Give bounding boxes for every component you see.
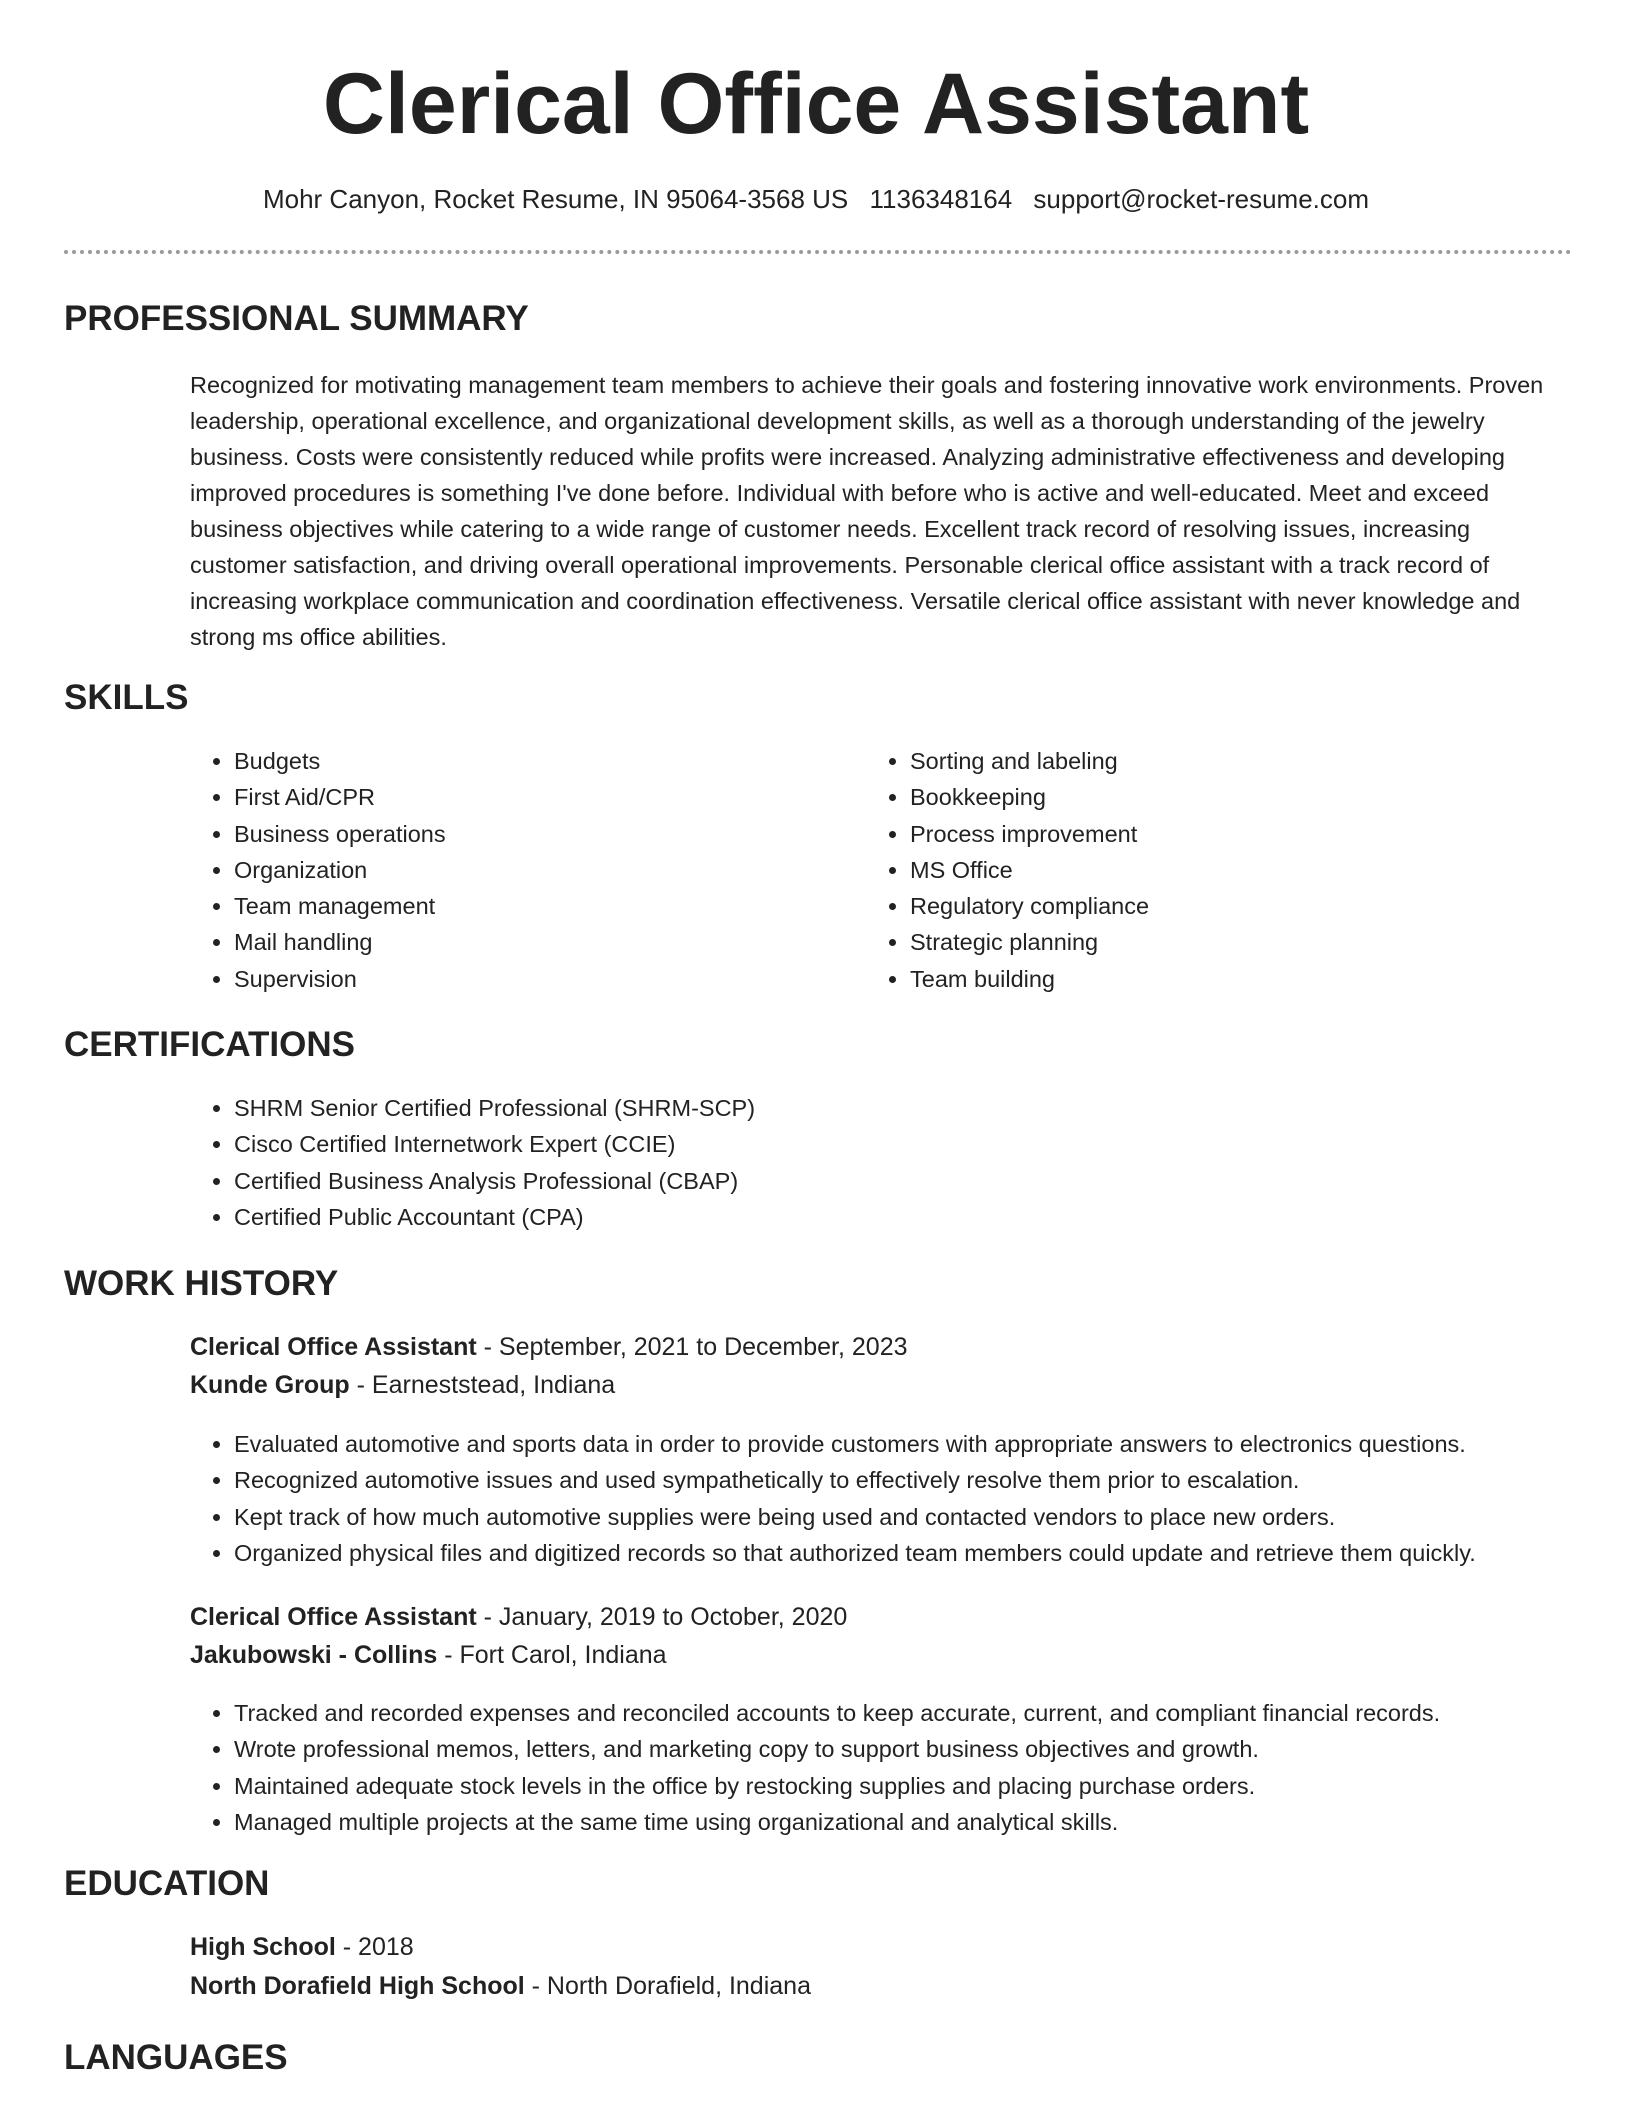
skill-item: • Organization	[234, 852, 854, 888]
education-school: North Dorafield High School	[190, 1972, 525, 2000]
certifications-heading: CERTIFICATIONS	[64, 1025, 356, 1064]
job-title: Clerical Office Assistant	[190, 1603, 477, 1631]
skills-list-left	[190, 743, 854, 997]
candidate-name: Clerical Office Assistant	[322, 56, 1310, 152]
job-bullet: • Recognized automotive issues and used sympathetically to effectively resolve them prior to escalation.	[234, 1462, 1632, 1498]
skill-item: • Team management	[234, 888, 854, 924]
job-bullet: • Wrote professional memos, letters, and marketing copy to support business objectives and growth.	[234, 1731, 1632, 1767]
job-dates: - January, 2019 to October, 2020	[476, 1603, 848, 1631]
job-location: - Earneststead, Indiana	[349, 1371, 616, 1399]
certification-item: • Certified Business Analysis Professional (CBAP)	[234, 1163, 1534, 1199]
job-title: Clerical Office Assistant	[190, 1333, 477, 1361]
skill-item: • Budgets	[234, 743, 854, 779]
job-bullet: • Organized physical files and digitized records so that authorized team members could update and retrieve them quickly.	[234, 1535, 1632, 1571]
job-company-line	[190, 1368, 615, 1402]
summary-heading: PROFESSIONAL SUMMARY	[64, 299, 529, 338]
skill-item: • Mail handling	[234, 924, 854, 960]
job-bullets	[190, 1695, 1632, 1840]
summary-text: Recognized for motivating management team members to achieve their goals and fostering innovative work environments. Proven leadership, operational excellence, and organizational development skills, as well as a thorough understanding of the jewelry business. Costs were consistently reduced while profits were increased. Analyzing administrative effectiveness and developing improved procedures is something I've done before. Individual with before who is active and well-educated. Meet and exceed business objectives while catering to a wide range of customer needs. Excellent track record of resolving issues, increasing customer satisfaction, and driving overall operational improvements. Personable clerical office assistant with a track record of increasing workplace communication and coordination effectiveness. Versatile clerical office assistant with never knowledge and strong ms office abilities.	[190, 372, 1544, 650]
certification-item: • Certified Public Accountant (CPA)	[234, 1199, 1534, 1235]
job-location: - Fort Carol, Indiana	[437, 1641, 667, 1669]
skill-item: • Sorting and labeling	[910, 743, 1530, 779]
job-company-line	[190, 1638, 667, 1672]
skill-item: • Team building	[910, 961, 1530, 997]
job-bullet: • Maintained adequate stock levels in the office by restocking supplies and placing purchase orders.	[234, 1768, 1632, 1804]
certification-item: • Cisco Certified Internetwork Expert (CCIE)	[234, 1126, 1534, 1162]
job-title-line	[190, 1600, 847, 1634]
job-title-line	[190, 1330, 908, 1364]
education-school-line	[190, 1969, 811, 2003]
education-year: - 2018	[335, 1933, 414, 1961]
job-bullet: • Evaluated automotive and sports data in order to provide customers with appropriate answers to electronics questions.	[234, 1426, 1632, 1462]
contact-email: support@rocket-resume.com	[1033, 184, 1370, 214]
work-history-heading: WORK HISTORY	[64, 1264, 339, 1303]
job-dates: - September, 2021 to December, 2023	[476, 1333, 908, 1361]
skill-item: • Strategic planning	[910, 924, 1530, 960]
certifications-list	[190, 1090, 1534, 1235]
skill-item: • Business operations	[234, 816, 854, 852]
job-bullet: • Tracked and recorded expenses and reconciled accounts to keep accurate, current, and compliant financial records.	[234, 1695, 1632, 1731]
contact-line	[0, 182, 1632, 216]
skill-item: • MS Office	[910, 852, 1530, 888]
skill-item: • Bookkeeping	[910, 779, 1530, 815]
contact-address: Mohr Canyon, Rocket Resume, IN 95064-3568 US	[262, 184, 849, 214]
languages-heading: LANGUAGES	[64, 2038, 288, 2077]
skill-item: • Supervision	[234, 961, 854, 997]
certification-item: • SHRM Senior Certified Professional (SHRM-SCP)	[234, 1090, 1534, 1126]
job-bullets	[190, 1426, 1632, 1571]
skill-item: • First Aid/CPR	[234, 779, 854, 815]
education-heading: EDUCATION	[64, 1864, 270, 1903]
skill-item: • Process improvement	[910, 816, 1530, 852]
contact-phone: 1136348164	[869, 184, 1013, 214]
education-degree: High School	[190, 1933, 336, 1961]
job-company: Kunde Group	[190, 1371, 350, 1399]
education-degree-line	[190, 1930, 414, 1964]
skills-heading: SKILLS	[64, 678, 189, 717]
education-location: - North Dorafield, Indiana	[524, 1972, 811, 2000]
job-bullet: • Managed multiple projects at the same time using organizational and analytical skills.	[234, 1804, 1632, 1840]
header-divider	[64, 250, 1572, 254]
job-company: Jakubowski - Collins	[190, 1641, 438, 1669]
skills-list-right	[866, 743, 1530, 997]
skill-item: • Regulatory compliance	[910, 888, 1530, 924]
job-bullet: • Kept track of how much automotive supplies were being used and contacted vendors to place new orders.	[234, 1499, 1632, 1535]
